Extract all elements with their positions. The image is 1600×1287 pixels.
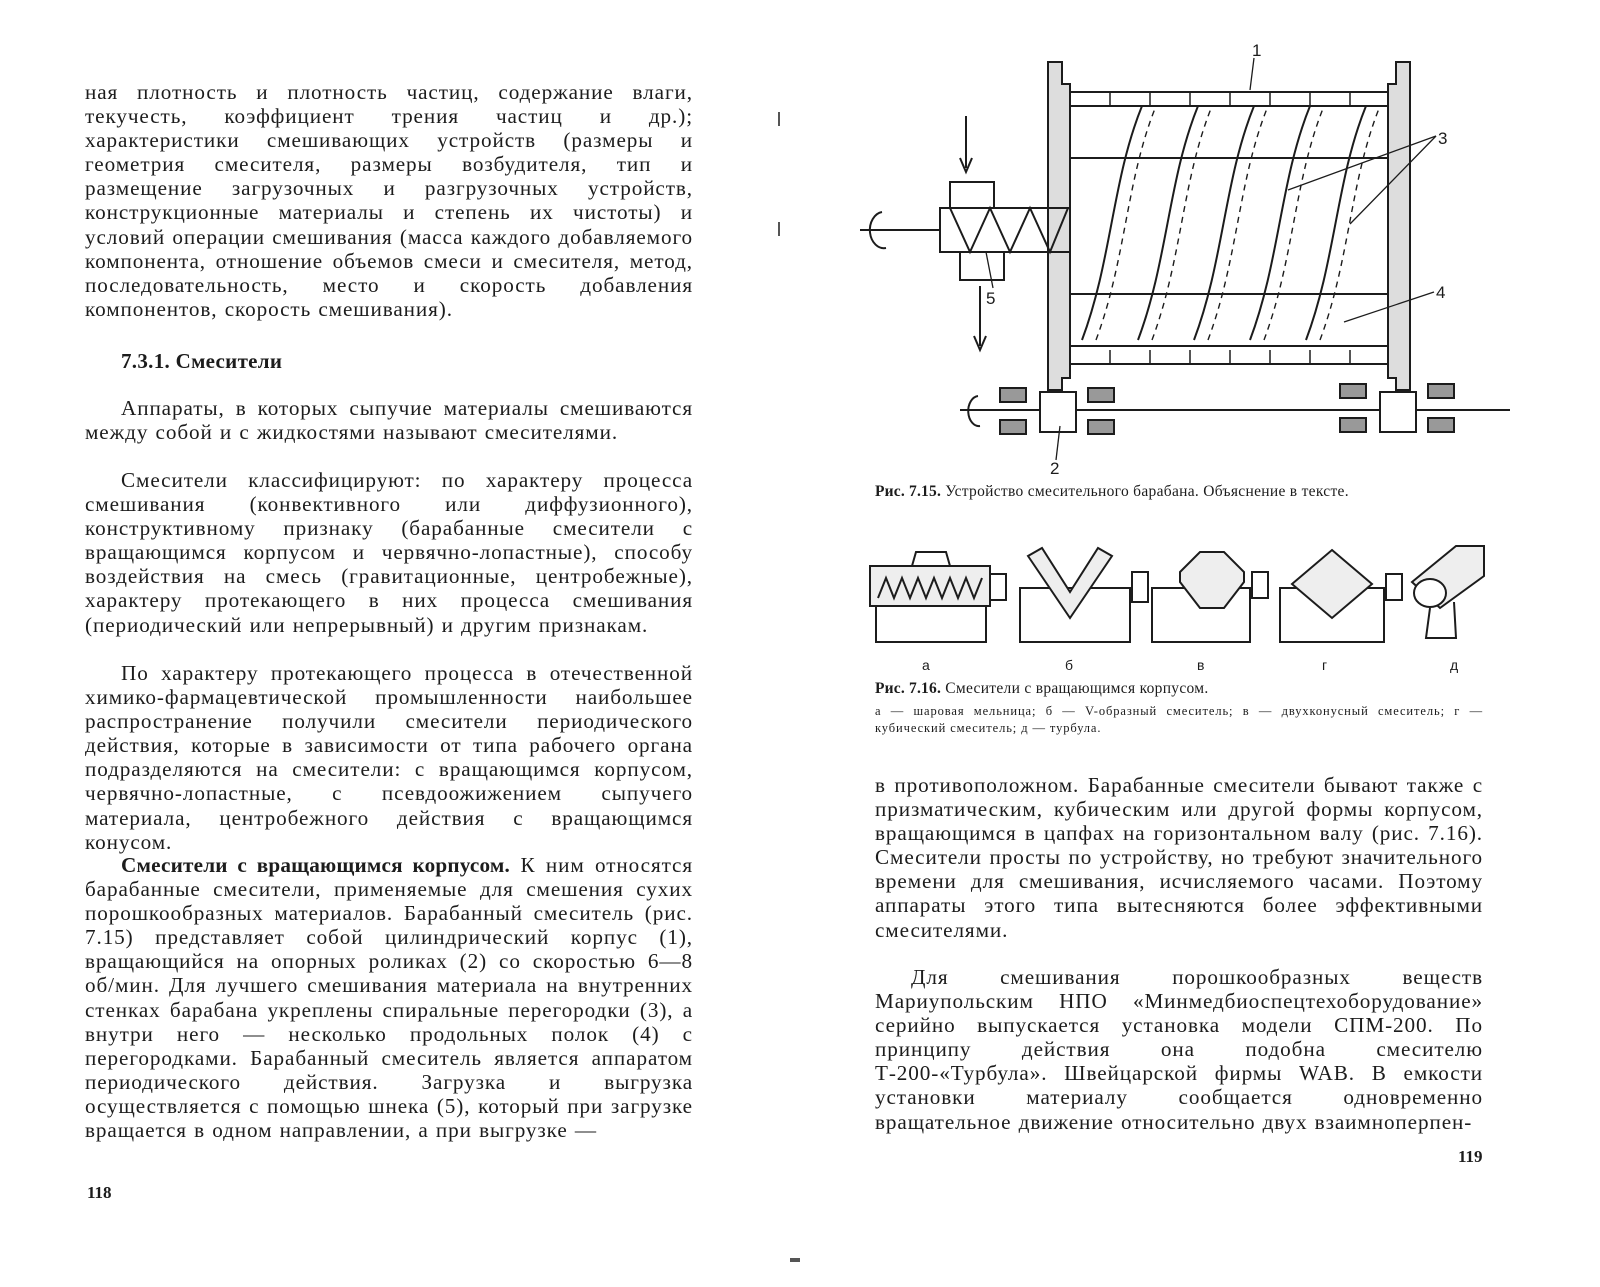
paragraph-continue: в противоположном. Барабанные смесители бывают также с призматическим, кубическим или другой формы корпусом, вращающимся в цапфах на горизонтальном валу (рис. 7.16). Смесители просты по устройству, но требуют значительного времени для смешивания, исчисляемого часами. Поэтому аппараты этого типа вытесняются более эффективными смесителями. xyxy=(875,773,1483,942)
figure-7-16-legend: а — шаровая мельница; б — V-образный смеситель; в — двухконусный смеситель; г — кубический смеситель; д — турбула. xyxy=(875,704,1483,735)
page-number-left: 118 xyxy=(87,1183,112,1202)
paragraph-rotating-text: К ним относятся барабанные смесители, применяемые для смешения сухих порошкообразных материалов. Барабанный смеситель (рис. 7.15) представляет собой цилиндрический корпус (1), вращающийся на опорных роликах (2) со скоростью 6—8 об/мин. Для лучшего смешивания материала на внутренних стенках барабана укреплены спиральные перегородки (3), а внутри него — несколько продольных полок (4) с перегородками. Барабанный смеситель является аппаратом периодического действия. Загрузка и выгрузка осуществляется с помощью шнека (5), который при загрузке вращается в одном направлении, а при выгрузке — xyxy=(85,853,693,1143)
paragraph-spm: Для смешивания порошкообразных веществ Мариупольским НПО «Минмедбиоспецтехоборудование» серийно выпускается установка модели СПМ-200. По принципу действия она подобна смесителю Т-200-«Турбула». Швейцарской фирмы WAB. В емкости установки материалу сообщается одновременно вращательное движение относительно двух взаимноперпен- xyxy=(875,965,1483,1134)
figure-label-2: 2 xyxy=(1050,459,1060,478)
figure-label-4: 4 xyxy=(1436,283,1446,302)
figure-sublabel-b: б xyxy=(1065,657,1074,673)
figure-7-15-caption-lead: Рис. 7.15. xyxy=(875,483,942,500)
figure-label-1: 1 xyxy=(1252,41,1262,60)
figure-7-15-drum-mixer xyxy=(850,40,1570,480)
figure-sublabel-d: д xyxy=(1450,657,1459,673)
paragraph-rotating-body xyxy=(85,853,693,1142)
figure-label-3: 3 xyxy=(1438,129,1448,148)
figure-label-5: 5 xyxy=(986,289,996,308)
figure-7-16-mixers xyxy=(860,538,1490,678)
figure-7-16-caption-lead: Рис. 7.16. xyxy=(875,680,942,697)
scan-artifact xyxy=(790,1258,800,1262)
figure-7-15-caption-text: Устройство смесительного барабана. Объяснение в тексте. xyxy=(941,483,1349,500)
paragraph-classification: Смесители классифицируют: по характеру процесса смешивания (конвективного или диффузионного), конструктивному признаку (барабанные смесители с вращающимся корпусом и червячно-лопастные), способу воздействия на смесь (гравитационные, центробежные), характеру протекающего в них процесса смешивания (периодический или непрерывный) и другим признакам. xyxy=(85,468,693,637)
figure-sublabel-a: а xyxy=(922,657,930,673)
figure-7-16-caption xyxy=(875,680,1209,698)
figure-7-15-caption xyxy=(875,483,1349,501)
paragraph-lead-bold: Смесители с вращающимся корпусом. xyxy=(121,853,511,877)
paragraph-definition: Аппараты, в которых сыпучие материалы смешиваются между собой и с жидкостями называют смесителями. xyxy=(85,396,693,445)
figure-sublabel-v: в xyxy=(1197,657,1205,673)
page-number-right: 119 xyxy=(1458,1147,1483,1166)
paragraph-industry: По характеру протекающего процесса в отечественной химико-фармацевтической промышленности наибольшее распространение получили смесители периодического действия, которые в зависимости от типа рабочего органа подразделяются на смесители: с вращающимся корпусом, червячно-лопастные, с псевдоожижением сыпучего материала, центробежного действия с вращающимся конусом. xyxy=(85,661,693,854)
paragraph-intro: ная плотность и плотность частиц, содержание влаги, текучесть, коэффициент трения частиц и др.); характеристики смешивающих устройств (размеры и геометрия смесителя, размеры возбудителя, тип и размещение загрузочных и разгрузочных устройств, конструкционные материалы и степень их чистоты) и условий операции смешивания (масса каждого добавляемого компонента, отношение объемов смеси и смесителя, метод, последовательность, место и скорость добавления компонентов, скорость смешивания). xyxy=(85,80,693,321)
figure-7-16-caption-text: Смесители с вращающимся корпусом. xyxy=(941,680,1209,697)
left-page xyxy=(0,0,790,1287)
scan-artifact xyxy=(778,112,780,126)
section-heading: 7.3.1. Смесители xyxy=(121,349,283,373)
figure-sublabel-g: г xyxy=(1322,657,1328,673)
scan-artifact xyxy=(778,222,780,236)
right-page xyxy=(790,0,1600,1287)
